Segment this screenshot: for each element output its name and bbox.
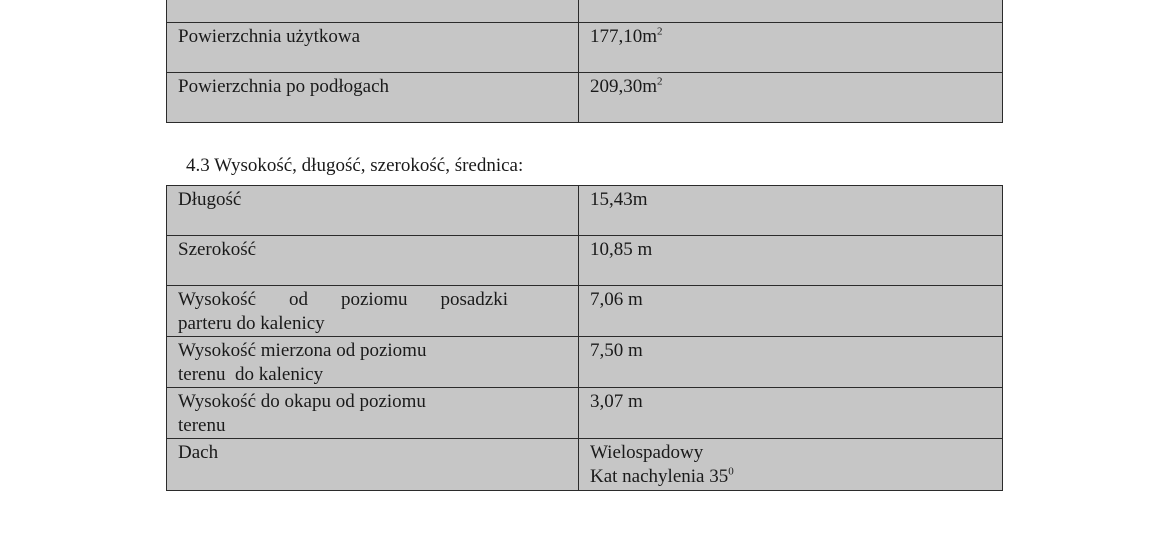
height-ridge-from-floor-label: Wysokość od poziomu posadzki parteru do kalenicy — [167, 286, 579, 337]
length-label: Długość — [167, 186, 579, 236]
section-heading: 4.3 Wysokość, długość, szerokość, średnica: — [186, 155, 524, 176]
table-cell-value — [579, 0, 1003, 23]
table-row — [167, 186, 1003, 236]
eaves-height-value: 3,07 m — [579, 388, 1003, 439]
height-ridge-from-ground-label: Wysokość mierzona od poziomu terenu do kalenicy — [167, 337, 579, 388]
table-row — [167, 0, 1003, 23]
table-row — [167, 23, 1003, 73]
table-row — [167, 286, 1003, 337]
length-value: 15,43m — [579, 186, 1003, 236]
table-row — [167, 236, 1003, 286]
width-label: Szerokość — [167, 236, 579, 286]
usable-area-label: Powierzchnia użytkowa — [167, 23, 579, 73]
table-row — [167, 388, 1003, 439]
table-cell-label — [167, 0, 579, 23]
area-table — [166, 0, 1003, 123]
roof-value: Wielospadowy Kat nachylenia $35^0$ — [579, 439, 1003, 491]
roof-label: Dach — [167, 439, 579, 491]
floor-area-label: Powierzchnia po podłogach — [167, 73, 579, 123]
table-row — [167, 337, 1003, 388]
eaves-height-label: Wysokość do okapu od poziomu terenu — [167, 388, 579, 439]
height-ridge-from-ground-value: 7,50 m — [579, 337, 1003, 388]
table-row — [167, 73, 1003, 123]
floor-area-value: $209,30m^2$ — [579, 73, 1003, 123]
height-ridge-from-floor-value: 7,06 m — [579, 286, 1003, 337]
width-value: 10,85 m — [579, 236, 1003, 286]
usable-area-value: $177,10m^2$ — [579, 23, 1003, 73]
table-row — [167, 439, 1003, 491]
dimensions-table — [166, 185, 1003, 491]
